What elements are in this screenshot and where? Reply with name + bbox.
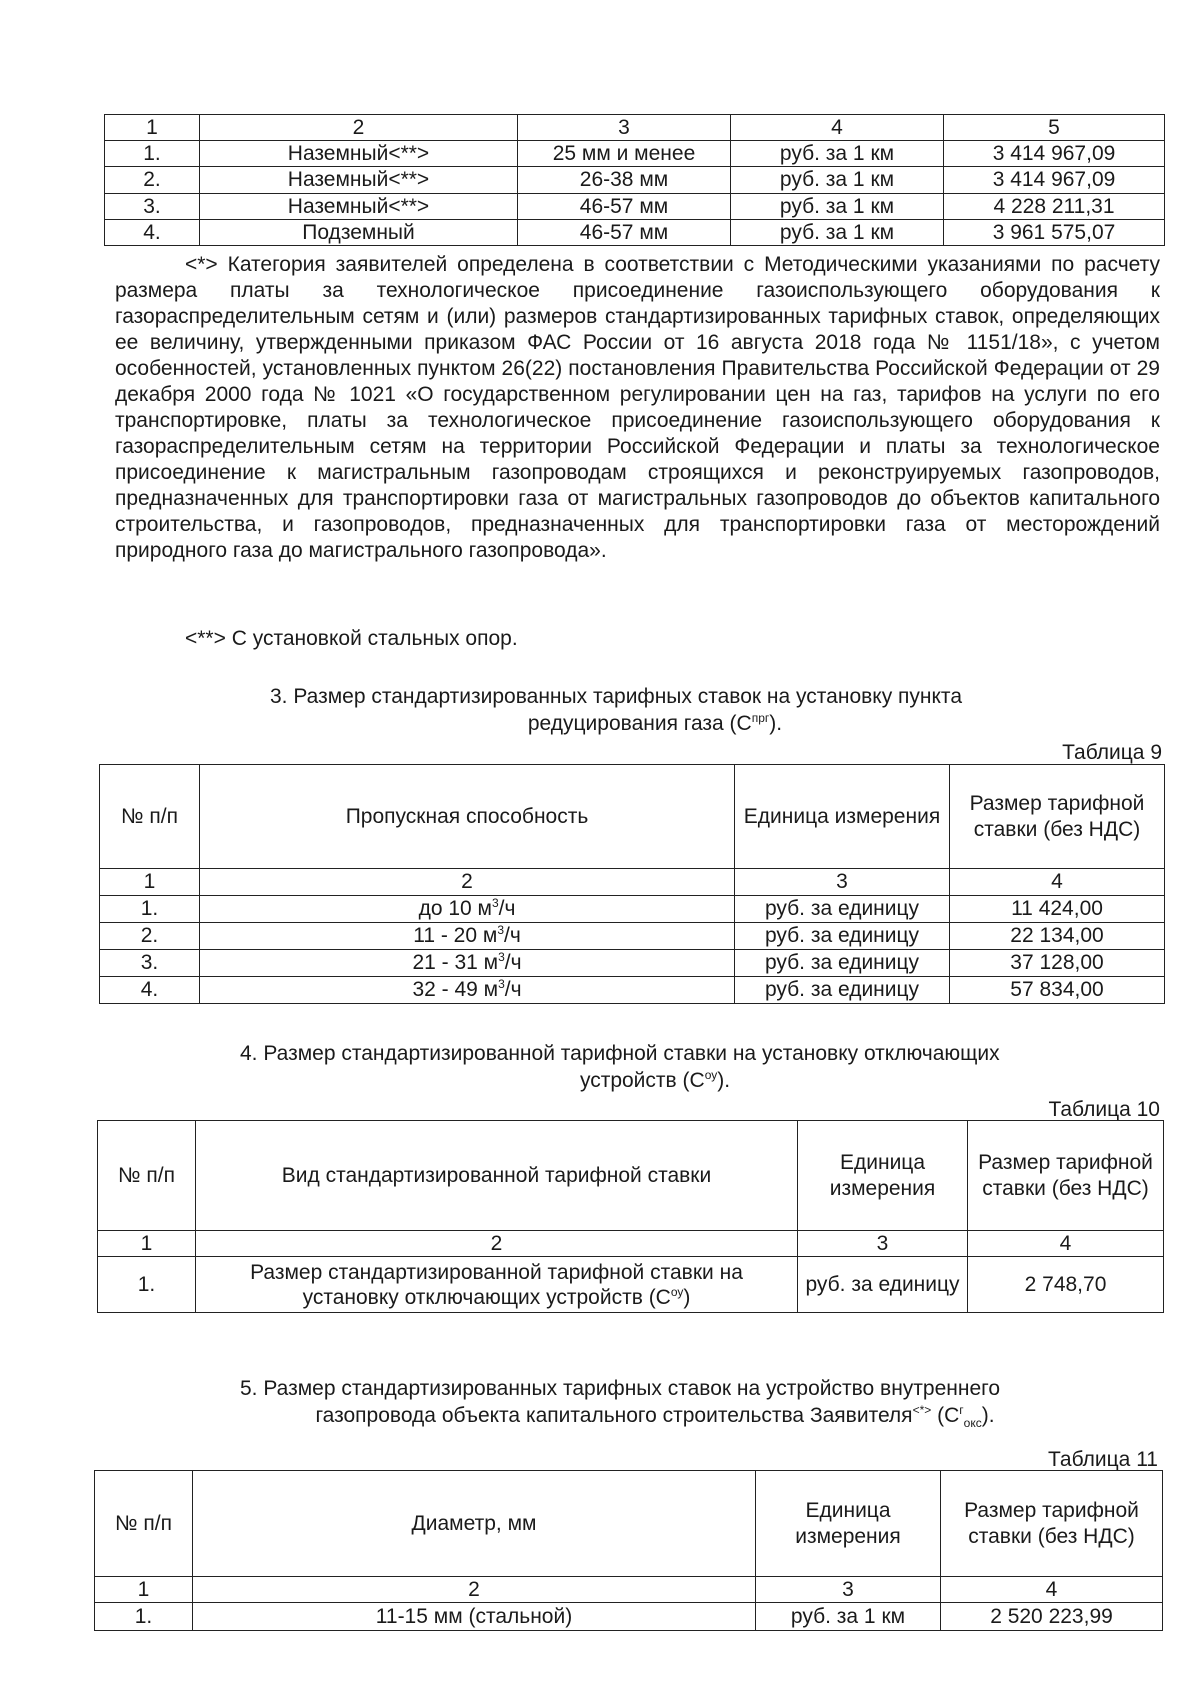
table-header-row <box>100 765 1165 869</box>
table-row <box>100 950 1165 977</box>
cell: руб. за единицу <box>735 950 950 977</box>
section-4-heading <box>150 1040 1160 1094</box>
table-header-row <box>105 115 1165 141</box>
cell: 1. <box>100 896 200 923</box>
col-rate-header: Размер тарифной ставки (без НДС) <box>941 1471 1163 1577</box>
header-cell: 2 <box>200 115 518 141</box>
cell: Наземный<**> <box>200 141 518 167</box>
cell: 57 834,00 <box>950 977 1165 1004</box>
footnote-1 <box>115 252 1160 564</box>
cell: 4. <box>105 219 200 245</box>
table-header-row <box>98 1121 1164 1231</box>
cell: 2 <box>200 869 735 896</box>
cell: 25 мм и менее <box>518 141 731 167</box>
section-3-heading-line1: 3. Размер стандартизированных тарифных ставок на установку пункта <box>270 685 962 708</box>
cell: 32 - 49 $м^3/ч$ <box>200 977 735 1004</box>
cell: 1. <box>95 1603 193 1631</box>
cell: 4 228 211,31 <box>944 193 1165 219</box>
cell: 46-57 мм <box>518 193 731 219</box>
section-5-heading-line2: газопровода объекта капитального строительства Заявителя<*> $(С^г_{окс})$. <box>315 1403 995 1431</box>
cell: 11-15 мм (стальной) <box>193 1603 756 1631</box>
section-4-heading-line1: 4. Размер стандартизированной тарифной ставки на установку отключающих <box>240 1042 1000 1065</box>
header-cell: 3 <box>518 115 731 141</box>
cell: руб. за 1 км <box>731 141 944 167</box>
cell: 37 128,00 <box>950 950 1165 977</box>
cell: 3 414 967,09 <box>944 141 1165 167</box>
cell: руб. за 1 км <box>731 193 944 219</box>
cell: 3 <box>735 869 950 896</box>
section-4-heading-line2: устройств $(С^{оу})$. <box>579 1068 731 1092</box>
cell: 3. <box>105 193 200 219</box>
index-row <box>98 1231 1164 1257</box>
table-row <box>100 923 1165 950</box>
index-row <box>95 1577 1163 1603</box>
cell: 3 <box>756 1577 941 1603</box>
cell: руб. за единицу <box>798 1257 968 1313</box>
header-cell: 4 <box>731 115 944 141</box>
cell: 11 424,00 <box>950 896 1165 923</box>
cell: Размер стандартизированной тарифной ставки на установку отключающих устройств $(С^{оу})$ <box>196 1257 798 1313</box>
cell: Наземный<**> <box>200 167 518 193</box>
header-cell: 1 <box>105 115 200 141</box>
cell: 1 <box>98 1231 196 1257</box>
table-10 <box>97 1120 1164 1313</box>
cell: 3 414 967,09 <box>944 167 1165 193</box>
section-5-heading-line1: 5. Размер стандартизированных тарифных ставок на устройство внутреннего <box>240 1377 1001 1400</box>
footnote-2-text: <**> С установкой стальных опор. <box>185 627 518 650</box>
col-unit-header: Единица измерения <box>735 765 950 869</box>
table-row <box>100 896 1165 923</box>
cell: 1. <box>98 1257 196 1313</box>
section-3-heading-line2: редуцирования газа $(С^{прг})$. <box>527 711 783 735</box>
col-diameter-header: Диаметр, мм <box>193 1471 756 1577</box>
cell: 11 - 20 $м^3/ч$ <box>200 923 735 950</box>
cell: 3 <box>798 1231 968 1257</box>
cell: 4 <box>950 869 1165 896</box>
cell: 2 520 223,99 <box>941 1603 1163 1631</box>
cell: 1 <box>100 869 200 896</box>
header-cell: 5 <box>944 115 1165 141</box>
col-no-header: № п/п <box>98 1121 196 1231</box>
table-10-label: Таблица 10 <box>1048 1098 1160 1121</box>
table-11-label: Таблица 11 <box>1048 1448 1158 1471</box>
cell: Наземный<**> <box>200 193 518 219</box>
cell: 2. <box>100 923 200 950</box>
col-kind-header: Вид стандартизированной тарифной ставки <box>196 1121 798 1231</box>
table-8 <box>104 114 1165 246</box>
cell: 4. <box>100 977 200 1004</box>
table-row <box>105 193 1165 219</box>
cell: 46-57 мм <box>518 219 731 245</box>
table-row <box>105 219 1165 245</box>
cell: 2 748,70 <box>968 1257 1164 1313</box>
cell: руб. за 1 км <box>731 167 944 193</box>
footnote-2 <box>115 626 1160 652</box>
col-rate-header: Размер тарифной ставки (без НДС) <box>950 765 1165 869</box>
cell: 2 <box>196 1231 798 1257</box>
cell: 1. <box>105 141 200 167</box>
cell: руб. за единицу <box>735 896 950 923</box>
section-5-heading <box>150 1375 1160 1429</box>
cell: 22 134,00 <box>950 923 1165 950</box>
col-no-header: № п/п <box>95 1471 193 1577</box>
table-header-row <box>95 1471 1163 1577</box>
cell: руб. за 1 км <box>731 219 944 245</box>
table-row <box>105 167 1165 193</box>
table-row <box>105 141 1165 167</box>
footnote-1-text: <*> Категория заявителей определена в соответствии с Методическими указаниями по расчету размера платы за технологическое присоединение газоиспользующего оборудования к газораспределительным сетям и (или) размеров стандартизированных тарифных ставок, определяющих ее величину, утвержденными приказом ФАС России от 16 августа 2018 года № 1151/18», с учетом особенностей, установленных пунктом 26(22) постановления Правительства Российской Федерации от 29 декабря 2000 года № 1021 «О государственном регулировании цен на газ, тарифов на услуги по его транспортировке, платы за технологическое присоединение газоиспользующего оборудования к газораспределительным сетям на территории Российской Федерации и платы за технологическое присоединение к магистральным газопроводам строящихся и реконструируемых газопроводов, предназначенных для транспортировки газа от магистральных газопроводов до объектов капитального строительства, и газопроводов, предназначенных для транспортировки газа от месторождений природного газа до магистрального газопровода». <box>115 253 1160 562</box>
cell: 4 <box>941 1577 1163 1603</box>
cell: 1 <box>95 1577 193 1603</box>
cell: 26-38 мм <box>518 167 731 193</box>
cell: руб. за единицу <box>735 977 950 1004</box>
col-unit-header: Единица измерения <box>798 1121 968 1231</box>
cell: 3 961 575,07 <box>944 219 1165 245</box>
table-row <box>100 977 1165 1004</box>
col-capacity-header: Пропускная способность <box>200 765 735 869</box>
cell: руб. за единицу <box>735 923 950 950</box>
table-9-label: Таблица 9 <box>1062 741 1162 764</box>
col-unit-header: Единица измерения <box>756 1471 941 1577</box>
cell: 2 <box>193 1577 756 1603</box>
col-rate-header: Размер тарифной ставки (без НДС) <box>968 1121 1164 1231</box>
section-3-heading <box>150 683 1160 737</box>
table-row <box>95 1603 1163 1631</box>
table-11 <box>94 1470 1163 1631</box>
col-no-header: № п/п <box>100 765 200 869</box>
cell: 3. <box>100 950 200 977</box>
cell: 21 - 31 $м^3/ч$ <box>200 950 735 977</box>
cell: 4 <box>968 1231 1164 1257</box>
table-row <box>98 1257 1164 1313</box>
index-row <box>100 869 1165 896</box>
cell: 2. <box>105 167 200 193</box>
cell: до 10 $м^3/ч$ <box>200 896 735 923</box>
table-9 <box>99 764 1165 1004</box>
cell: Подземный <box>200 219 518 245</box>
cell: руб. за 1 км <box>756 1603 941 1631</box>
